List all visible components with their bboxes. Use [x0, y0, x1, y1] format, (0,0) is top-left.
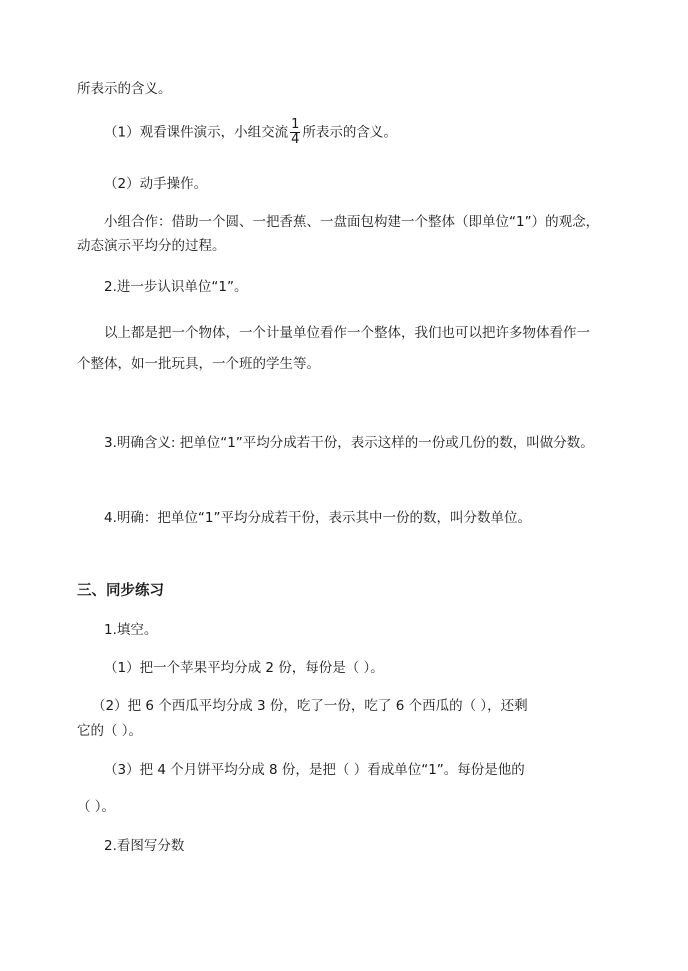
question-line: （3）把 4 个月饼平均分成 8 份，是把（ ）看成单位“1”。每份是他的 — [104, 762, 525, 778]
fraction-denominator: 4 — [291, 132, 300, 147]
question-line: （1）把一个苹果平均分成 2 份，每份是（ ）。 — [104, 660, 384, 676]
text-line: 小组合作：借助一个圆、一把香蕉、一盘面包构建一个整体（即单位“1”）的观念， — [104, 214, 600, 230]
fraction-one-quarter — [290, 118, 300, 147]
text-segment: （1）观看课件演示，小组交流 — [104, 124, 289, 141]
text-line: 以上都是把一个物体，一个计量单位看作一个整体，我们也可以把许多物体看作一 — [104, 325, 590, 341]
text-line: 所表示的含义。 — [77, 81, 172, 97]
text-segment: 所表示的含义。 — [302, 124, 397, 141]
text-line: 4.明确：把单位“1”平均分成若干份，表示其中一份的数，叫分数单位。 — [104, 510, 531, 526]
text-line: （2）动手操作。 — [104, 176, 208, 192]
section-heading: 三、同步练习 — [77, 583, 164, 599]
question-line: （ ）。 — [77, 799, 116, 815]
text-line: 动态演示平均分的过程。 — [77, 238, 226, 254]
fraction-numerator: 1 — [291, 117, 300, 132]
paragraph-with-fraction — [104, 118, 397, 147]
text-line: 1.填空。 — [104, 622, 158, 638]
text-line: 3.明确含义: 把单位“1”平均分成若干份，表示这样的一份或几份的数，叫做分数。 — [104, 435, 594, 451]
question-line: （2）把 6 个西瓜平均分成 3 份，吃了一份，吃了 6 个西瓜的（ ），还剩 — [92, 698, 528, 714]
question-line: 它的（ ）。 — [77, 723, 143, 739]
text-line: 个整体，如一批玩具，一个班的学生等。 — [77, 356, 320, 372]
text-line: 2.进一步认识单位“1”。 — [104, 279, 248, 295]
text-line: 2.看图写分数 — [104, 838, 185, 854]
